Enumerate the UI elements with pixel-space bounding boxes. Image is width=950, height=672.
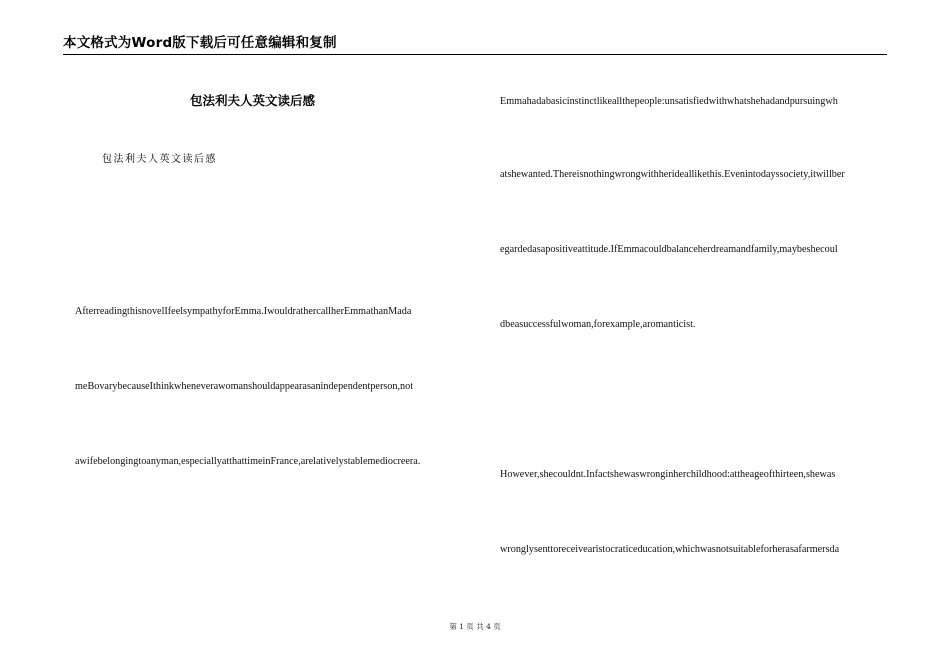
header-text: 本文格式为Word版下载后可任意编辑和复制 [63, 35, 337, 51]
right-line-6: wronglysenttoreceivearistocraticeducation,whichwasnotsuitableforherasafarmersda [500, 544, 840, 555]
right-line-3: egardedasapositiveattitude.IfEmmacouldbalanceherdreamandfamily,maybeshecoul [500, 244, 838, 255]
left-line-3: awifebelongingtoanyman,especiallyatthattimeinFrance,arelativelystablemediocreera. [75, 456, 421, 467]
right-line-2: atshewanted.Thereisnothingwrongwithherideallikethis.Evenintodayssociety,itwillber [500, 169, 845, 180]
left-line-2: meBovarybecauseIthinkwheneverawomanshouldappearasanindependentperson,not [75, 381, 414, 392]
page-footer: 第 1 页 共 4 页 [449, 622, 501, 631]
right-line-4: dbeasuccessfulwoman,forexample,aromanticist. [500, 319, 696, 330]
right-line-1: Emmahadabasicinstinctlikeallthepeople:unsatisfiedwithwhatshehadandpursuingwh [500, 96, 838, 107]
document-subtitle: 包法利夫人英文读后感 [102, 154, 217, 165]
page-header [63, 34, 887, 55]
right-line-5: However,shecouldnt.Infactshewaswronginherchildhood:attheageofthirteen,shewas [500, 469, 836, 480]
document-title: 包法利夫人英文读后感 [190, 93, 316, 108]
left-line-1: AfterreadingthisnovelIfeelsympathyforEmma.IwouldrathercallherEmmathanMada [75, 306, 412, 317]
